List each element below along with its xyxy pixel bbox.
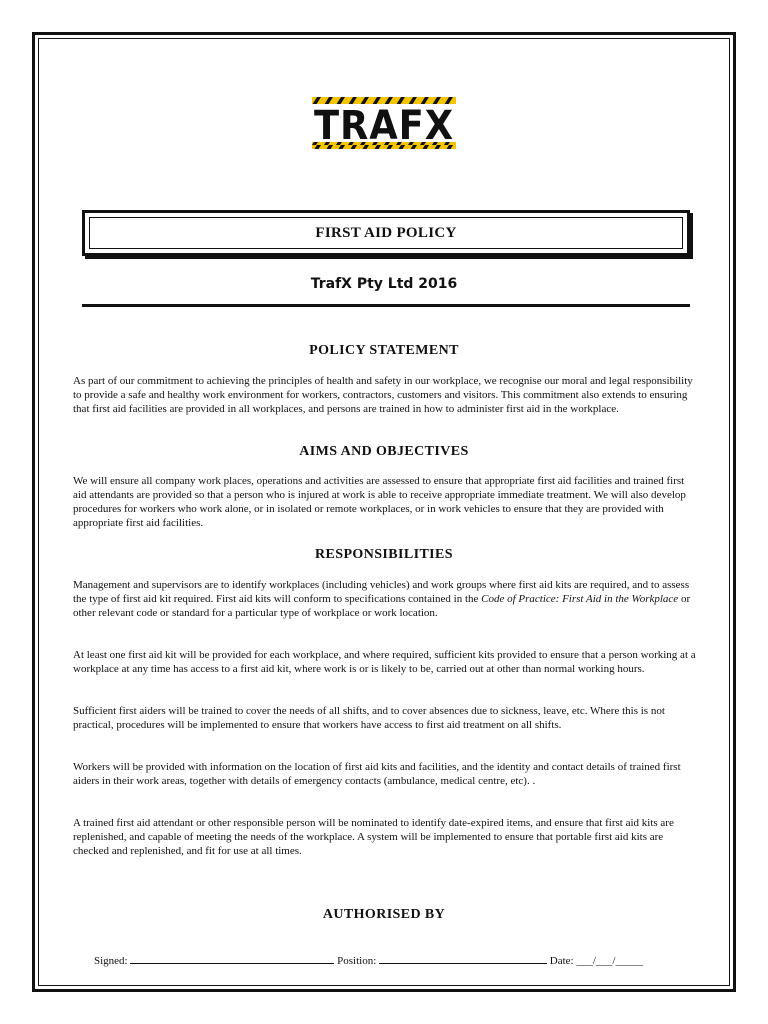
responsibilities-paragraph-4: Workers will be provided with information on the location of first aid kits and facilities, and the identity and contact details of trained first aiders in their work areas, together with details of emergency contacts (ambulance, medical centre, etc). .: [73, 761, 681, 787]
responsibilities-paragraph-2: At least one first aid kit will be provided for each workplace, and where required, sufficient kits provided to ensure that a person working at a workplace at any time has access to a first aid kit, where work is or is likely to be, carried out at other than normal working hours.: [73, 649, 696, 675]
aims-heading: AIMS AND OBJECTIVES: [299, 444, 469, 459]
position-line[interactable]: [379, 953, 547, 964]
signature-row: [94, 953, 694, 967]
resp-p1-before: Management and supervisors are to identify workplaces (including vehicles) and work groups where first aid kits are required, and to assess the type of first aid kit required. First aid kits will conform to specifications contained in the: [73, 579, 690, 605]
policy-statement-text: As part of our commitment to achieving the principles of health and safety in our workplace, we recognise our moral and legal responsibility to provide a safe and healthy work environment for workers, contractors, customers and visitors. This commitment also extends to ensuring that first aid facilities are provided in all workplaces, and persons are trained in how to administer first aid in the workplace.: [73, 375, 693, 415]
policy-statement-heading: POLICY STATEMENT: [309, 343, 459, 358]
responsibilities-heading: RESPONSIBILITIES: [315, 547, 453, 562]
code-of-practice-title: Code of Practice: First Aid in the Workplace: [481, 593, 679, 605]
header-rule: [82, 304, 690, 307]
authorised-heading: AUTHORISED BY: [322, 907, 446, 922]
signed-label: Signed:: [94, 955, 128, 967]
title-box: [82, 210, 690, 256]
document-title: FIRST AID POLICY: [315, 224, 457, 241]
resp-p1-after: or other relevant code or standard for a particular type of workplace or work location.: [73, 593, 691, 619]
responsibilities-paragraph-3: Sufficient first aiders will be trained to cover the needs of all shifts, and to cover absences due to sickness, leave, etc. Where this is not practical, procedures will be implemented to ensure that workers have access to first aid treatment on all shifts.: [73, 705, 665, 731]
aims-text: We will ensure all company work places, operations and activities are assessed to ensure that appropriate first aid facilities and trained first aid attendants are provided so that a person who is injured at work is able to receive appropriate immediate treatment. We will also develop procedures for workers who work alone, or in isolated or remote workplaces, or in work vehicles to ensure that they are provided with appropriate first aid facilities.: [73, 475, 686, 529]
date-placeholder[interactable]: ___/___/_____: [576, 955, 643, 967]
company-line: TrafX Pty Ltd 2016: [310, 276, 458, 292]
position-label: Position:: [337, 955, 377, 967]
title-box-inner: [89, 217, 683, 249]
logo-text: TRAFX: [314, 103, 454, 149]
responsibilities-paragraph-5: A trained first aid attendant or other responsible person will be nominated to identify date-expired items, and ensure that first aid kits are replenished, and capable of meeting the needs of the workplace. A system will be implemented to ensure that portable first aid kits are checked and replenished, and fit for use at all times.: [73, 817, 674, 857]
date-label: Date:: [549, 955, 574, 967]
responsibilities-paragraph-1: [73, 578, 698, 620]
signed-line[interactable]: [130, 953, 334, 964]
trafx-logo: [312, 97, 456, 149]
